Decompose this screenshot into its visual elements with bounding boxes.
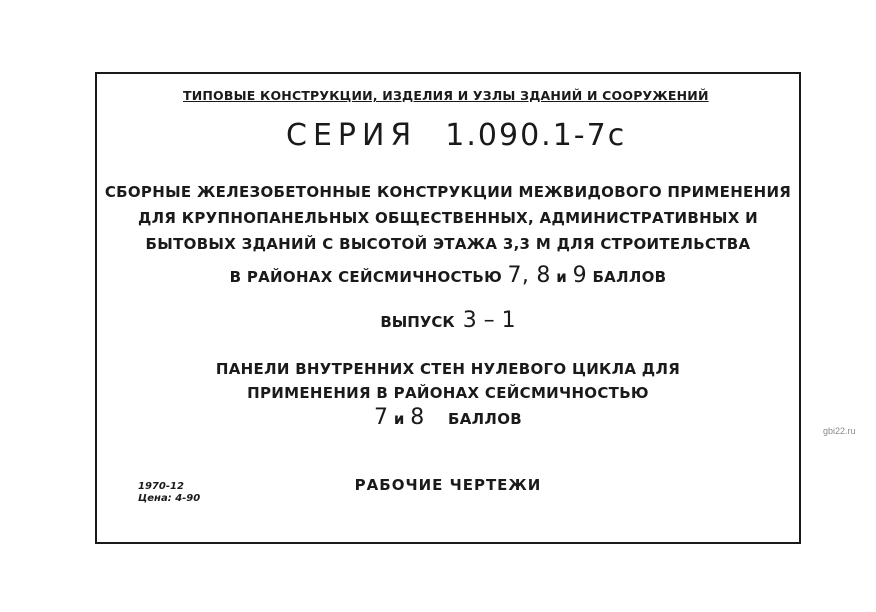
panel-num-1: 7 (374, 405, 389, 430)
issue-label: ВЫПУСК (380, 313, 455, 331)
series-number: 1.090.1-7с (445, 118, 627, 153)
description-line-1: СБОРНЫЕ ЖЕЛЕЗОБЕТОННЫЕ КОНСТРУКЦИИ МЕЖВИДОВОГО ПРИМЕНЕНИЯ (104, 183, 792, 201)
panel-line-1: ПАНЕЛИ ВНУТРЕННИХ СТЕН НУЛЕВОГО ЦИКЛА ДЛЯ (215, 360, 681, 378)
panel-suffix: БАЛЛОВ (448, 410, 522, 428)
panel-num-2: 8 (410, 405, 425, 430)
description-last-prefix: В РАЙОНАХ СЕЙСМИЧНОСТЬЮ (229, 268, 503, 286)
stamp-date: 1970-12 (138, 481, 184, 492)
description-line-2: ДЛЯ КРУПНОПАНЕЛЬНЫХ ОБЩЕСТВЕННЫХ, АДМИНИСТРАТИВНЫХ И (137, 209, 759, 227)
price-stamp (138, 481, 200, 505)
document-header: ТИПОВЫЕ КОНСТРУКЦИИ, ИЗДЕЛИЯ И УЗЛЫ ЗДАНИЙ И СООРУЖЕНИЙ (183, 88, 709, 103)
stamp-price: Цена: 4-90 (138, 493, 201, 504)
description-and: и (556, 268, 568, 286)
panel-line-3 (95, 405, 801, 430)
issue-line (95, 308, 801, 333)
watermark: gbi22.ru (823, 426, 856, 436)
panel-line-2: ПРИМЕНЕНИЯ В РАЙОНАХ СЕЙСМИЧНОСТЬЮ (247, 384, 649, 402)
issue-number: 3 – 1 (462, 308, 516, 333)
panel-and: и (393, 410, 405, 428)
description-line-4 (95, 263, 801, 288)
working-drawings-title: РАБОЧИЕ ЧЕРТЕЖИ (354, 476, 542, 494)
description-line-3: БЫТОВЫХ ЗДАНИЙ С ВЫСОТОЙ ЭТАЖА 3,3 М ДЛЯ СТРОИТЕЛЬСТВА (145, 235, 751, 253)
description-num-1: 7, 8 (507, 263, 551, 288)
description-last-suffix: БАЛЛОВ (592, 268, 667, 286)
series-title (286, 118, 626, 153)
series-word: СЕРИЯ (286, 118, 418, 153)
description-num-2: 9 (572, 263, 587, 288)
